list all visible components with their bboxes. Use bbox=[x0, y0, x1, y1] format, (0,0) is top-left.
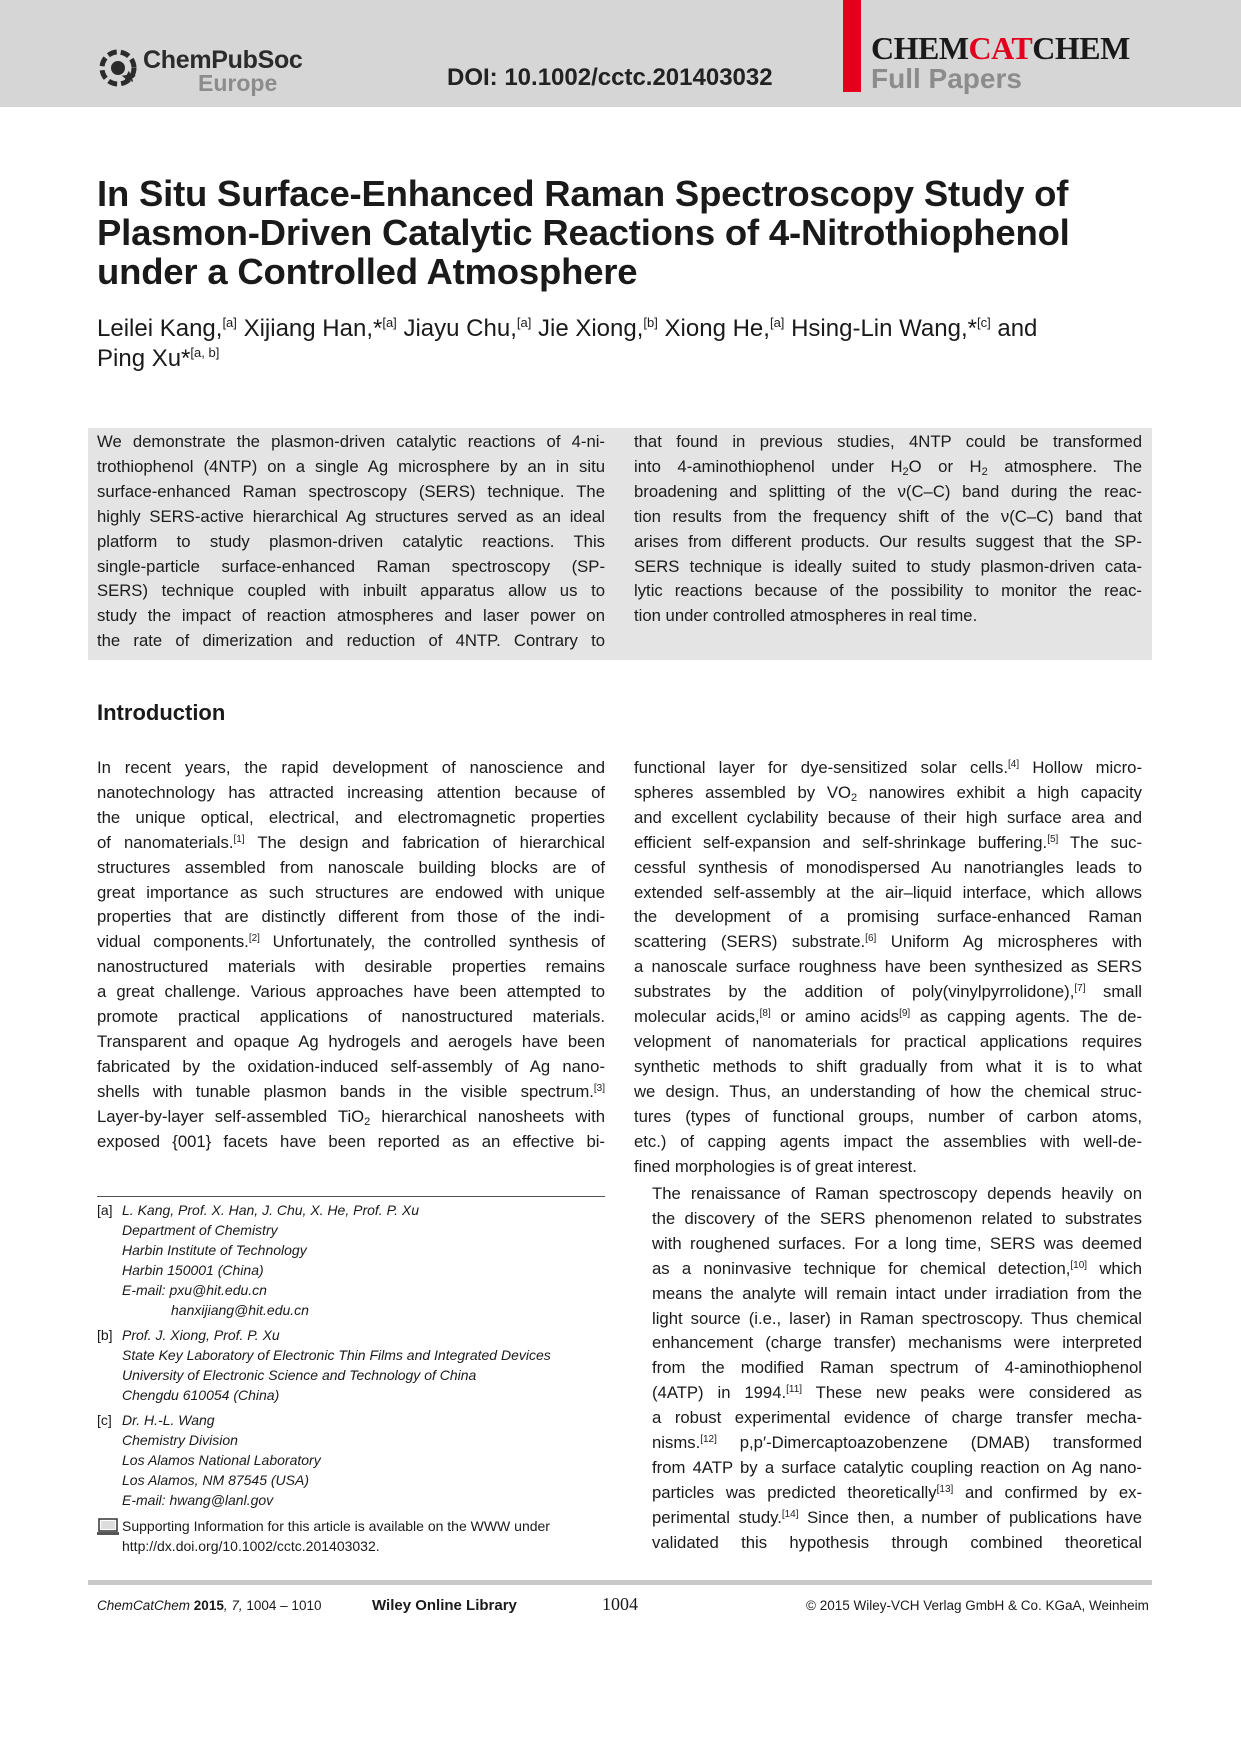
text-line: functional layer for dye-sensitized solar cells.[4] Hollow micro- bbox=[634, 758, 1142, 777]
footnote-line: L. Kang, Prof. X. Han, J. Chu, X. He, Prof. P. Xu bbox=[122, 1202, 420, 1218]
intro-column-right-paragraph bbox=[634, 1182, 1142, 1556]
text-line: exposed {001} facets have been reported as an effective bi- bbox=[97, 1131, 605, 1151]
text-line: cessful synthesis of monodispersed Au nanotriangles leads to bbox=[634, 857, 1142, 877]
author-affiliation: [a] bbox=[769, 315, 785, 330]
text-line: means the analyte will remain intact under irradiation from the bbox=[652, 1283, 1142, 1303]
journal-title-part3: CHEM bbox=[1032, 30, 1130, 66]
text-line: properties that are distinctly different from those of the indi- bbox=[97, 907, 605, 927]
footnote-divider bbox=[97, 1196, 605, 1197]
computer-icon bbox=[97, 1518, 119, 1536]
footnote-tag: [b] bbox=[97, 1327, 113, 1343]
text-line: fabricated by the oxidation-induced self-assembly of Ag nano- bbox=[97, 1056, 605, 1076]
footnote-line: Department of Chemistry bbox=[122, 1222, 278, 1238]
author-conjunction: and bbox=[990, 315, 1038, 342]
intro-column-right-paragraph bbox=[634, 756, 1142, 1179]
text-line: a great challenge. Various approaches have been attempted to bbox=[97, 982, 605, 1002]
text-line: into 4-aminothiophenol under $H_2O$ or $H_2$ atmosphere. The bbox=[634, 456, 1142, 478]
text-line: perimental study.[14] Since then, a number of publications have bbox=[652, 1507, 1142, 1527]
text-line: we design. Thus, an understanding of how the chemical struc- bbox=[634, 1081, 1142, 1101]
text-line: particles was predicted theoretically[13] and confirmed by ex- bbox=[652, 1482, 1143, 1502]
text-line: the rate of dimerization and reduction of 4NTP. Contrary to bbox=[97, 631, 605, 651]
article-title-line: Plasmon-Driven Catalytic Reactions of 4-Nitrothiophenol bbox=[97, 212, 1070, 253]
text-line: the unique optical, electrical, and electromagnetic properties bbox=[97, 807, 605, 827]
text-line: etc.) of capping agents impact the assemblies with well-de- bbox=[634, 1131, 1142, 1151]
author-name: Jie Xiong, bbox=[531, 315, 644, 342]
abstract-column-right bbox=[634, 430, 1142, 629]
text-line: arises from different products. Our results suggest that the SP- bbox=[634, 531, 1142, 551]
text-line: Layer-by-layer self-assembled TiO$_2$ hierarchical nanosheets with bbox=[97, 1106, 606, 1128]
text-line: In recent years, the rapid development of nanoscience and bbox=[97, 758, 605, 777]
doi-label[interactable]: DOI: 10.1002/cctc.201403032 bbox=[447, 64, 773, 91]
footer-wiley-online-library[interactable]: Wiley Online Library bbox=[372, 1597, 517, 1614]
footnote-line: Harbin 150001 (China) bbox=[122, 1262, 264, 1278]
text-line: with roughened surfaces. For a long time, SERS was deemed bbox=[652, 1233, 1142, 1253]
journal-title-part1: CHEM bbox=[871, 30, 969, 66]
footnote-email[interactable]: E-mail: hwang@lanl.gov bbox=[122, 1492, 274, 1508]
logo-text-chempubsoc: ChemPubSoc bbox=[143, 46, 303, 74]
text-line: shells with tunable plasmon bands in the visible spectrum.[3] bbox=[97, 1081, 605, 1101]
journal-title-part2: CAT bbox=[968, 30, 1033, 66]
footnote-line: Chemistry Division bbox=[122, 1432, 238, 1448]
text-line: Transparent and opaque Ag hydrogels and aerogels have been bbox=[97, 1031, 605, 1051]
intro-column-left bbox=[97, 756, 605, 1155]
publisher-logo[interactable] bbox=[98, 44, 308, 96]
author-affiliation: [a, b] bbox=[190, 345, 220, 360]
affiliation-footnote-a bbox=[97, 1200, 605, 1320]
text-line: SERS technique is ideally suited to study plasmon-driven cata- bbox=[634, 556, 1142, 576]
text-line: validated this hypothesis through combined theoretical bbox=[652, 1532, 1142, 1552]
author-name: Hsing-Lin Wang,* bbox=[784, 315, 977, 342]
text-line: as a noninvasive technique for chemical detection,[10] which bbox=[652, 1258, 1142, 1278]
article-title-line: In Situ Surface-Enhanced Raman Spectroscopy Study of bbox=[97, 173, 1069, 214]
text-line: tion under controlled atmospheres in real time. bbox=[634, 606, 978, 626]
footnote-tag: [c] bbox=[97, 1412, 112, 1428]
author-affiliation: [a] bbox=[516, 315, 532, 330]
author-name: Xijiang Han,* bbox=[236, 315, 383, 342]
text-line: a robust experimental evidence of charge transfer mecha- bbox=[652, 1408, 1142, 1428]
page-number: 1004 bbox=[602, 1594, 638, 1614]
author-name: Leilei Kang, bbox=[97, 315, 223, 342]
footnote-line: Dr. H.-L. Wang bbox=[122, 1412, 215, 1428]
footer-volume: 7 bbox=[231, 1598, 239, 1613]
text-line: from 4ATP by a surface catalytic coupling reaction on Ag nano- bbox=[652, 1457, 1142, 1477]
supporting-info-link[interactable]: http://dx.doi.org/10.1002/cctc.201403032. bbox=[122, 1538, 380, 1554]
text-line: that found in previous studies, 4NTP could be transformed bbox=[634, 432, 1142, 451]
author-affiliation: [b] bbox=[643, 315, 658, 330]
abstract-column-left bbox=[97, 430, 605, 654]
footnote-line: Prof. J. Xiong, Prof. P. Xu bbox=[122, 1327, 280, 1343]
footnote-email[interactable]: hanxijiang@hit.edu.cn bbox=[171, 1302, 309, 1318]
text-line: nanotechnology has attracted increasing attention because of bbox=[97, 782, 605, 802]
text-line: molecular acids,[8] or amino acids[9] as capping agents. The de- bbox=[634, 1007, 1143, 1027]
section-heading-introduction: Introduction bbox=[97, 700, 226, 725]
text-line: light source (i.e., laser) in Raman spectroscopy. Thus chemical bbox=[652, 1308, 1142, 1328]
footnote-line: Los Alamos, NM 87545 (USA) bbox=[122, 1472, 309, 1488]
text-line: spheres assembled by $VO_2$ nanowires exhibit a high capacity bbox=[634, 782, 1142, 804]
author-affiliation: [a] bbox=[382, 315, 397, 330]
text-line: platform to study plasmon-driven catalytic reactions. This bbox=[97, 531, 605, 551]
text-line: fined morphologies is of great interest. bbox=[634, 1156, 917, 1176]
footnote-line: State Key Laboratory of Electronic Thin Films and Integrated Devices bbox=[122, 1347, 551, 1363]
article-title-line: under a Controlled Atmosphere bbox=[97, 251, 638, 292]
text-line: The renaissance of Raman spectroscopy depends heavily on bbox=[652, 1184, 1142, 1203]
affiliation-footnote-c bbox=[97, 1410, 605, 1510]
text-line: of nanomaterials.[1] The design and fabrication of hierarchical bbox=[97, 832, 605, 852]
supporting-info-text: Supporting Information for this article is available on the WWW under bbox=[122, 1518, 550, 1534]
footnote-email[interactable]: E-mail: pxu@hit.edu.cn bbox=[122, 1282, 267, 1298]
footer-divider bbox=[88, 1580, 1152, 1585]
footnote-line: University of Electronic Science and Technology of China bbox=[122, 1367, 477, 1383]
text-line: the discovery of the SERS phenomenon related to substrates bbox=[652, 1208, 1142, 1228]
text-line: enhancement (charge transfer) mechanisms were interpreted bbox=[652, 1333, 1142, 1353]
footnote-line: Harbin Institute of Technology bbox=[122, 1242, 307, 1258]
journal-title[interactable] bbox=[871, 30, 1130, 67]
author-name: Xiong He, bbox=[657, 315, 770, 342]
text-line: substrates by the addition of poly(vinylpyrrolidone),[7] small bbox=[634, 982, 1142, 1002]
text-line: synthetic methods to shift gradually from what it is to what bbox=[634, 1056, 1142, 1076]
footer-journal: ChemCatChem bbox=[97, 1598, 191, 1613]
text-line: broadening and splitting of the ν(C–C) band during the reac- bbox=[634, 481, 1142, 501]
footer-copyright: © 2015 Wiley-VCH Verlag GmbH & Co. KGaA, Weinheim bbox=[806, 1598, 1149, 1613]
text-line: extended self-assembly at the air–liquid interface, which allows bbox=[634, 882, 1142, 902]
footer-year: 2015 bbox=[193, 1598, 224, 1613]
chempubsoc-logo-icon bbox=[98, 47, 142, 91]
text-line: velopment of nanomaterials for practical applications requires bbox=[634, 1031, 1142, 1051]
text-line: from the modified Raman spectrum of 4-aminothiophenol bbox=[652, 1358, 1142, 1378]
text-line: lytic reactions because of the possibility to monitor the reac- bbox=[634, 581, 1142, 601]
author-name: Ping Xu* bbox=[97, 345, 191, 372]
text-line: efficient self-expansion and self-shrinkage buffering.[5] The suc- bbox=[634, 832, 1142, 852]
text-line: and excellent cyclability because of their high surface area and bbox=[634, 807, 1142, 827]
text-line: nanostructured materials with desirable properties remains bbox=[97, 957, 605, 977]
text-line: trothiophenol (4NTP) on a single Ag microsphere by an in situ bbox=[97, 456, 605, 476]
author-name: Jiayu Chu, bbox=[396, 315, 517, 342]
author-affiliation: [a] bbox=[222, 315, 237, 330]
text-line: tures (types of functional groups, number of carbon atoms, bbox=[634, 1106, 1142, 1126]
author-affiliation: [c] bbox=[976, 315, 991, 330]
journal-accent-bar bbox=[843, 0, 861, 92]
affiliation-footnote-b bbox=[97, 1325, 605, 1405]
text-line: a nanoscale surface roughness have been synthesized as SERS bbox=[634, 957, 1142, 977]
footnote-tag: [a] bbox=[97, 1202, 113, 1218]
logo-text-europe: Europe bbox=[198, 70, 278, 96]
text-line: single-particle surface-enhanced Raman spectroscopy (SP- bbox=[97, 556, 605, 576]
text-line: We demonstrate the plasmon-driven catalytic reactions of 4-ni- bbox=[97, 432, 605, 451]
footer-pages: 1004 – 1010 bbox=[246, 1598, 322, 1613]
text-line: structures assembled from nanoscale building blocks are of bbox=[97, 857, 605, 877]
footer-citation: ChemCatChem 2015, 7, 1004 – 1010 bbox=[97, 1598, 322, 1613]
text-line: great importance as such structures are endowed with unique bbox=[97, 882, 605, 902]
footnote-line: Los Alamos National Laboratory bbox=[122, 1452, 321, 1468]
text-line: study the impact of reaction atmospheres and laser power on bbox=[97, 606, 605, 626]
text-line: the development of a promising surface-enhanced Raman bbox=[634, 907, 1142, 927]
footnote-line: Chengdu 610054 (China) bbox=[122, 1387, 280, 1403]
text-line: highly SERS-active hierarchical Ag structures served as an ideal bbox=[97, 506, 605, 526]
author-list bbox=[97, 314, 1157, 374]
text-line: tion results from the frequency shift of the ν(C–C) band that bbox=[634, 506, 1142, 526]
article-title bbox=[97, 174, 1147, 291]
text-line: nisms.[12] p,p′-Dimercaptoazobenzene (DMAB) transformed bbox=[652, 1433, 1142, 1453]
text-line: SERS) technique coupled with inbuilt apparatus allow us to bbox=[97, 581, 605, 601]
text-line: scattering (SERS) substrate.[6] Uniform Ag microspheres with bbox=[634, 932, 1142, 952]
text-line: surface-enhanced Raman spectroscopy (SERS) technique. The bbox=[97, 481, 605, 501]
supporting-information-note bbox=[97, 1516, 617, 1556]
text-line: vidual components.[2] Unfortunately, the controlled synthesis of bbox=[97, 932, 605, 952]
text-line: promote practical applications of nanostructured materials. bbox=[97, 1007, 605, 1027]
section-label: Full Papers bbox=[871, 63, 1022, 94]
text-line: (4ATP) in 1994.[11] These new peaks were considered as bbox=[652, 1383, 1142, 1403]
